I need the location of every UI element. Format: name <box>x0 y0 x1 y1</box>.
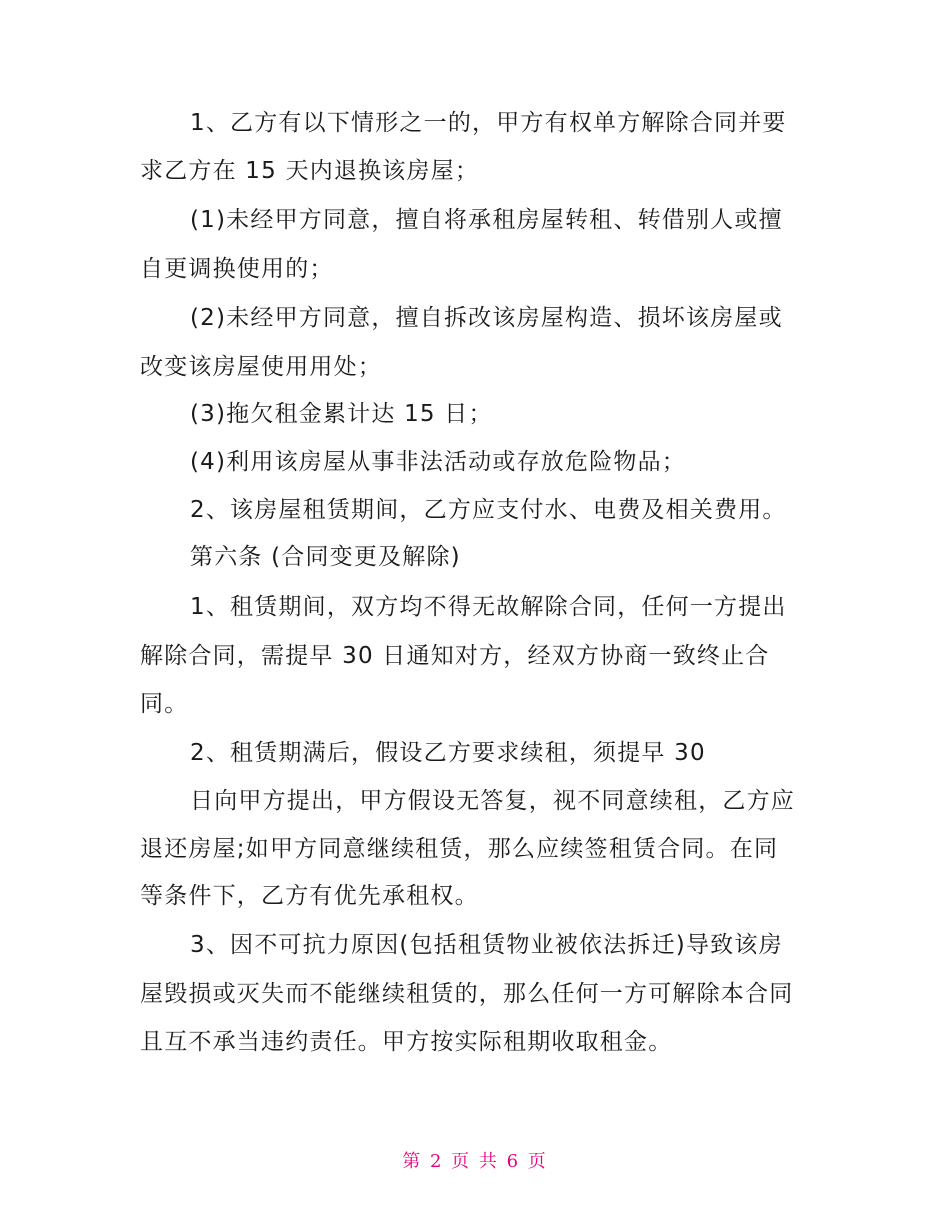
text-line: 解除合同，需提早 30 日通知对方，经双方协商一致终止合 <box>140 643 770 669</box>
text-line: 自更调换使用的； <box>140 256 334 282</box>
text-line: (4)利用该房屋从事非法活动或存放危险物品； <box>190 449 686 475</box>
text-line: 求乙方在 15 天内退换该房屋； <box>140 158 480 184</box>
text-line: (1)未经甲方同意，擅自将承租房屋转租、转借别人或擅 <box>190 207 783 233</box>
text-line: 屋毁损或灭失而不能继续租赁的，那么任何一方可解除本合同 <box>140 981 794 1007</box>
text-line: 1、租赁期间，双方均不得无故解除合同，任何一方提出 <box>190 594 787 620</box>
text-line: 2、该房屋租赁期间，乙方应支付水、电费及相关费用。 <box>190 497 787 523</box>
text-line: 3、因不可抗力原因(包括租赁物业被依法拆迁)导致该房 <box>190 932 783 958</box>
text-line: 等条件下，乙方有优先承租权。 <box>140 883 479 909</box>
text-line: 1、乙方有以下情形之一的，甲方有权单方解除合同并要 <box>190 110 787 136</box>
section-heading: 第六条 (合同变更及解除) <box>190 544 461 570</box>
text-line: (2)未经甲方同意，擅自拆改该房屋构造、损坏该房屋或 <box>190 305 783 331</box>
text-line: 改变该房屋使用用处； <box>140 354 382 380</box>
text-line: 日向甲方提出，甲方假设无答复，视不同意续租，乙方应 <box>190 788 795 814</box>
text-line: 且互不承当违约责任。甲方按实际租期收取租金。 <box>140 1029 673 1055</box>
text-line: 2、租赁期满后，假设乙方要求续租，须提早 30 <box>190 740 706 766</box>
text-line: 退还房屋;如甲方同意继续租赁，那么应续签租赁合同。在同 <box>140 836 779 862</box>
page-number-footer: 第 2 页 共 6 页 <box>402 1151 548 1172</box>
text-line: (3)拖欠租金累计达 15 日； <box>190 401 493 427</box>
text-line: 同。 <box>140 691 189 717</box>
